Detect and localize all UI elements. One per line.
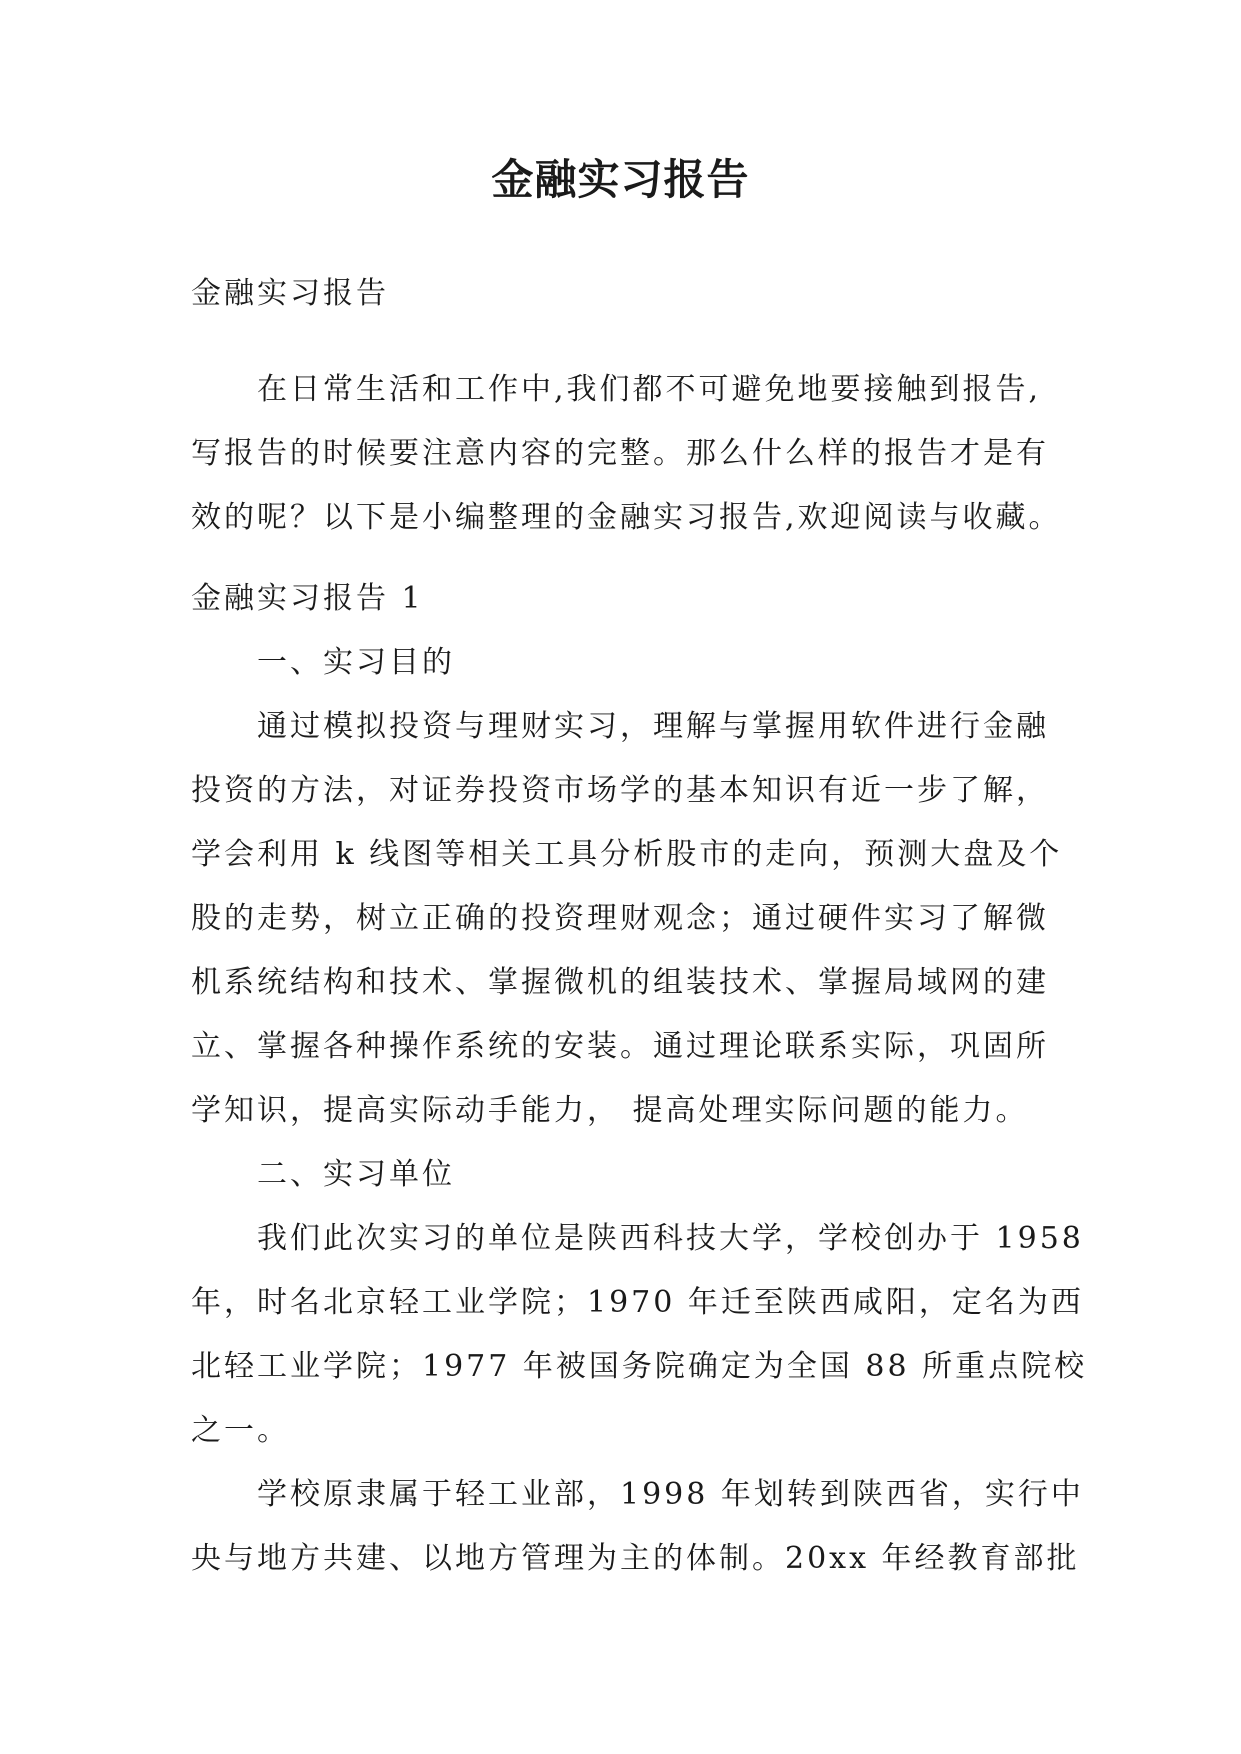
report-body — [191, 567, 1088, 1591]
intro-line: 效的呢？以下是小编整理的金融实习报告,欢迎阅读与收藏。 — [191, 500, 1062, 535]
para1-line: 学会利用 k 线图等相关工具分析股市的走向，预测大盘及个 — [191, 837, 1063, 872]
heading-unit: 二、实习单位 — [257, 1157, 455, 1192]
subtitle-line: 金融实习报告 — [191, 276, 389, 311]
para1-line: 股的走势，树立正确的投资理财观念；通过硬件实习了解微 — [191, 901, 1049, 936]
para1-line: 机系统结构和技术、掌握微机的组装技术、掌握局域网的建 — [191, 965, 1049, 1000]
intro-line: 在日常生活和工作中,我们都不可避免地要接触到报告, — [257, 372, 1042, 407]
heading-purpose: 一、实习目的 — [257, 645, 455, 680]
para2-line: 年，时名北京轻工业学院；1970 年迁至陕西咸阳，定名为西 — [191, 1285, 1084, 1320]
para2-line: 北轻工业学院；1977 年被国务院确定为全国 88 所重点院校 — [191, 1349, 1088, 1384]
para3-line: 学校原隶属于轻工业部，1998 年划转到陕西省，实行中 — [257, 1477, 1084, 1512]
para2-line: 之一。 — [191, 1413, 290, 1448]
intro-paragraph — [191, 358, 1071, 550]
para3-line: 央与地方共建、以地方管理为主的体制。20xx 年经教育部批 — [191, 1541, 1080, 1576]
para1-line: 通过模拟投资与理财实习，理解与掌握用软件进行金融 — [257, 709, 1049, 744]
intro-line: 写报告的时候要注意内容的完整。那么什么样的报告才是有 — [191, 436, 1049, 471]
para1-line: 学知识，提高实际动手能力， 提高处理实际问题的能力。 — [191, 1093, 1029, 1128]
para1-line: 投资的方法，对证券投资市场学的基本知识有近一步了解， — [191, 773, 1049, 808]
document-subtitle — [191, 262, 1071, 326]
para1-line: 立、掌握各种操作系统的安装。通过理论联系实际，巩固所 — [191, 1029, 1049, 1064]
section-title: 金融实习报告 1 — [191, 581, 424, 616]
para2-line: 我们此次实习的单位是陕西科技大学，学校创办于 1958 — [257, 1221, 1084, 1256]
document-title: 金融实习报告 — [491, 155, 750, 204]
